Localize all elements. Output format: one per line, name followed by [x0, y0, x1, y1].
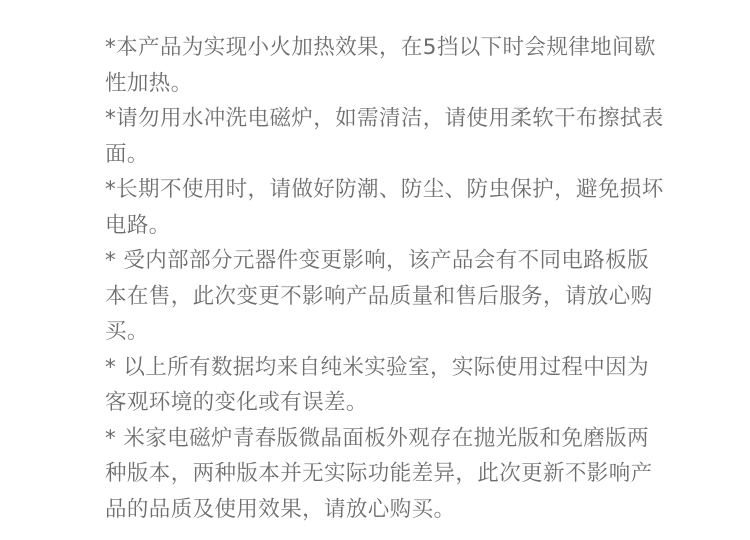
note-item: *请勿用水冲洗电磁炉，如需清洁，请使用柔软干布擦拭表面。 [105, 106, 664, 167]
note-item: * 以上所有数据均来自纯米实验室，实际使用过程中因为客观环境的变化或有误差。 [105, 354, 649, 415]
note-item: * 受内部部分元器件变更影响，该产品会有不同电路板版本在售，此次变更不影响产品质量和售后服务，请放心购买。 [105, 248, 653, 344]
note-item: *长期不使用时，请做好防潮、防尘、防虫保护，避免损坏电路。 [105, 177, 664, 238]
note-item: * 米家电磁炉青春版微晶面板外观存在抛光版和免磨版两种版本，两种版本并无实际功能差异，此次更新不影响产品的品质及使用效果，请放心购买。 [105, 425, 653, 522]
note-item: *本产品为实现小火加热效果，在5挡以下时会规律地间歇性加热。 [105, 35, 656, 96]
product-notes-list [105, 30, 670, 527]
